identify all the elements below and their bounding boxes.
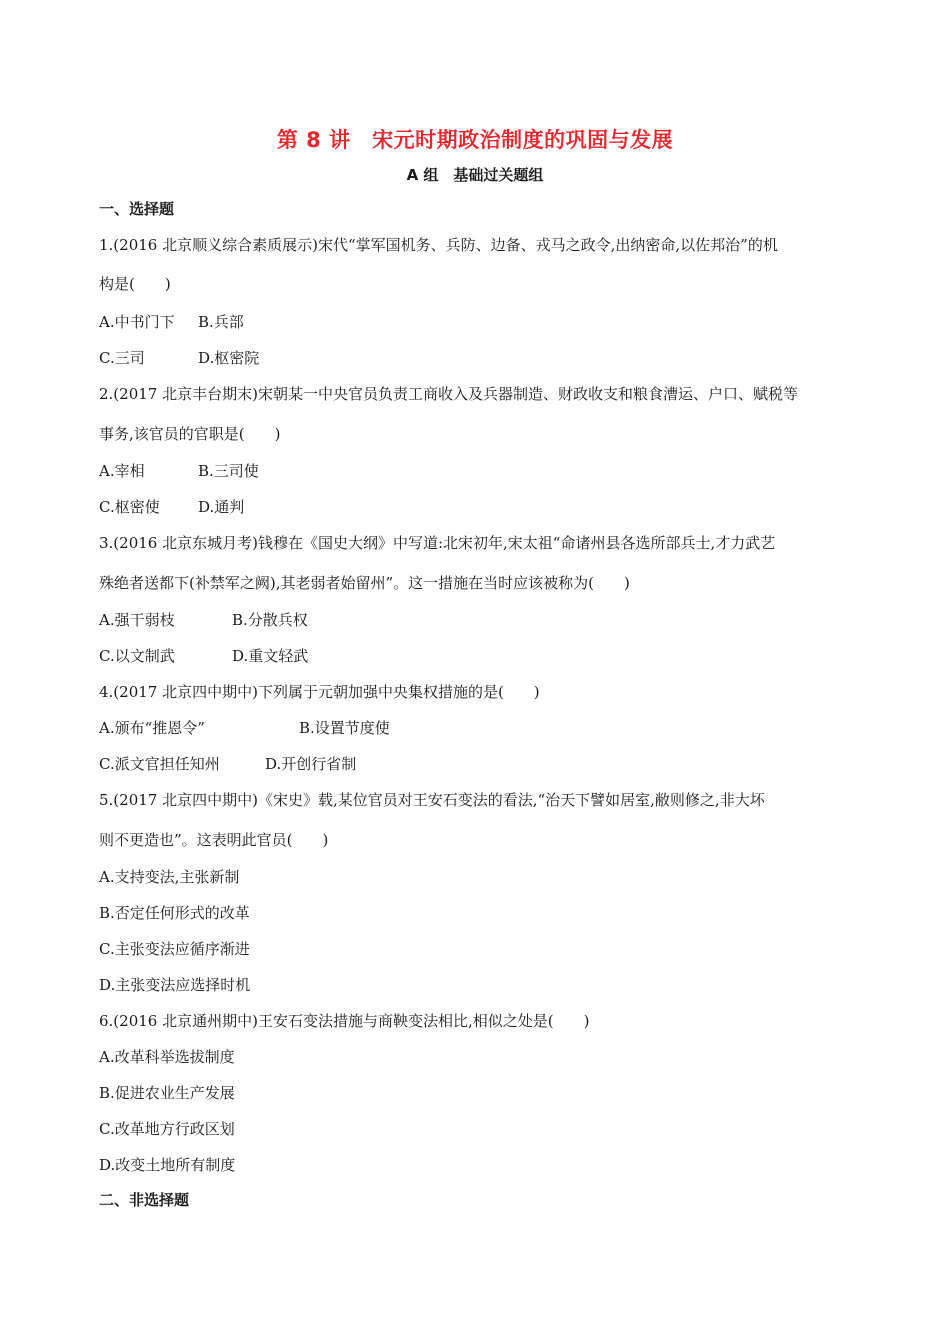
question-3-option-a: A.强干弱枝	[99, 611, 175, 629]
question-5-option-b: B.否定任何形式的改革	[99, 904, 250, 922]
section-heading-choice: 一、选择题	[99, 200, 175, 218]
question-5-option-d: D.主张变法应选择时机	[99, 976, 251, 994]
question-6-option-b: B.促进农业生产发展	[99, 1084, 235, 1102]
question-1-option-b: B.兵部	[198, 313, 244, 331]
question-3-option-d: D.重文轻武	[232, 647, 309, 665]
question-5-stem: 5.(2017 北京四中期中)《宋史》载,某位官员对王安石变法的看法,“治天下譬如居室,敝则修之,非大坏	[99, 791, 765, 809]
group-subtitle: A 组 基础过关题组	[406, 166, 544, 184]
question-2-option-b: B.三司使	[198, 462, 259, 480]
question-5-stem-cont: 则不更造也”。这表明此官员( )	[99, 831, 329, 849]
question-2-stem-cont: 事务,该官员的官职是( )	[99, 425, 281, 443]
question-5-option-c: C.主张变法应循序渐进	[99, 940, 250, 958]
question-6-stem: 6.(2016 北京通州期中)王安石变法措施与商鞅变法相比,相似之处是( )	[99, 1012, 590, 1030]
question-2-option-c: C.枢密使	[99, 498, 160, 516]
question-6-option-c: C.改革地方行政区划	[99, 1120, 235, 1138]
question-6-option-a: A.改革科举选拔制度	[99, 1048, 235, 1066]
question-5-option-a: A.支持变法,主张新制	[99, 868, 240, 886]
question-6-option-d: D.改变土地所有制度	[99, 1156, 236, 1174]
question-3-option-c: C.以文制武	[99, 647, 175, 665]
question-1-stem: 1.(2016 北京顺义综合素质展示)宋代“掌军国机务、兵防、边备、戎马之政令,出纳密命,以佐邦治”的机	[99, 236, 778, 254]
question-2-option-d: D.通判	[198, 498, 245, 516]
question-2-stem: 2.(2017 北京丰台期末)宋朝某一中央官员负责工商收入及兵器制造、财政收支和粮食漕运、户口、赋税等	[99, 385, 798, 403]
question-3-option-b: B.分散兵权	[232, 611, 308, 629]
question-4-option-d: D.开创行省制	[265, 755, 357, 773]
question-1-option-a: A.中书门下	[99, 313, 175, 331]
question-4-option-a: A.颁布“推恩令”	[99, 719, 205, 737]
question-4-option-c: C.派文官担任知州	[99, 755, 220, 773]
page-title: 第 8 讲 宋元时期政治制度的巩固与发展	[276, 128, 674, 152]
question-1-option-c: C.三司	[99, 349, 145, 367]
question-3-stem: 3.(2016 北京东城月考)钱穆在《国史大纲》中写道:北宋初年,宋太祖“命诸州县各选所部兵士,才力武艺	[99, 534, 776, 552]
section-heading-nonchoice: 二、非选择题	[99, 1191, 190, 1209]
question-1-option-d: D.枢密院	[198, 349, 260, 367]
question-4-stem: 4.(2017 北京四中期中)下列属于元朝加强中央集权措施的是( )	[99, 683, 540, 701]
question-4-option-b: B.设置节度使	[299, 719, 390, 737]
question-2-option-a: A.宰相	[99, 462, 145, 480]
question-1-stem-cont: 构是( )	[99, 275, 171, 293]
question-3-stem-cont: 殊绝者送都下(补禁军之阙),其老弱者始留州”。这一措施在当时应该被称为( )	[99, 574, 630, 592]
